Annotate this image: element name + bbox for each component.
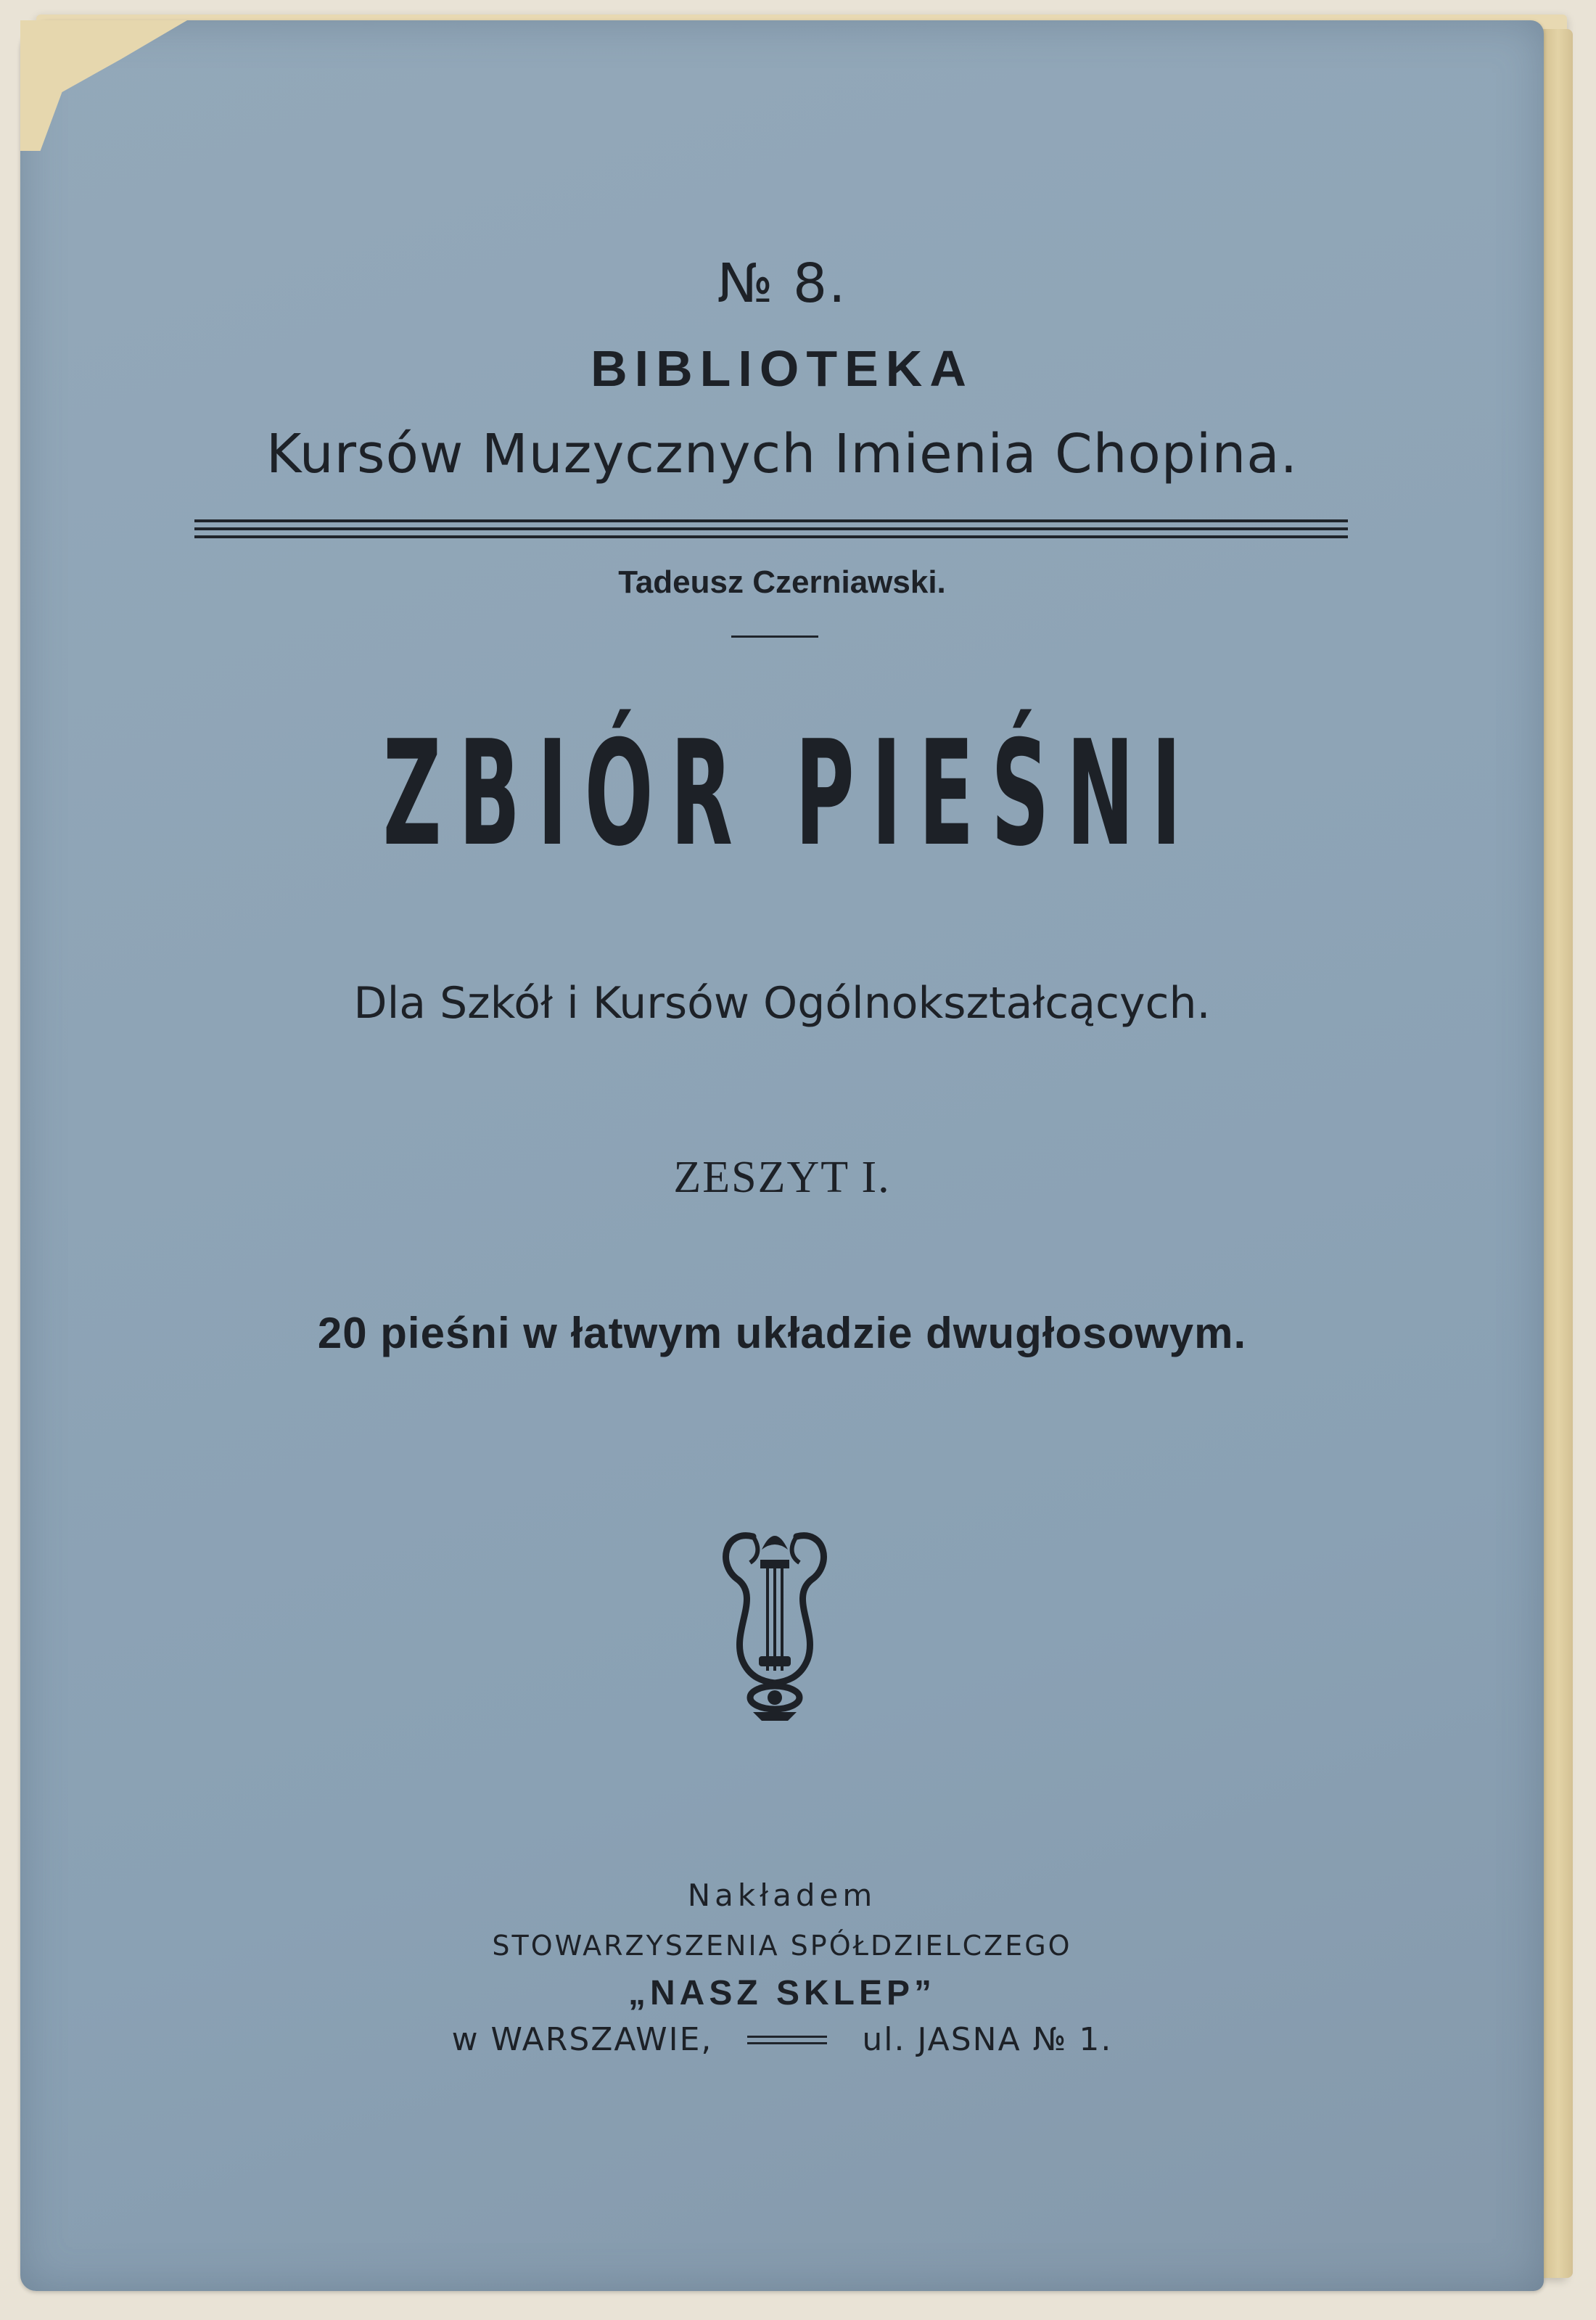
volume-label: ZESZYT I. xyxy=(673,1153,891,1202)
publisher-shop: „NASZ SKLEP” xyxy=(628,1974,937,2012)
main-title: ZBIÓR PIEŚNI xyxy=(382,709,1198,879)
booklet-cover xyxy=(20,20,1544,2291)
series-subtitle: Kursów Muzycznych Imienia Chopina. xyxy=(266,423,1299,485)
author-name: Tadeusz Czerniawski. xyxy=(618,564,946,600)
publisher-name: STOWARZYSZENIA SPÓŁDZIELCZEGO xyxy=(492,1930,1072,1962)
publisher-label: Nakładem xyxy=(687,1877,877,1913)
publisher-address xyxy=(20,2021,1544,2058)
short-divider xyxy=(731,635,818,638)
publisher-street: ul. JASNA № 1. xyxy=(862,2021,1113,2058)
series-title: BIBLIOTEKA xyxy=(591,340,974,397)
subtitle: Dla Szkół i Kursów Ogólnokształcących. xyxy=(353,978,1211,1029)
lyre-icon xyxy=(709,1515,840,1725)
description: 20 pieśni w łatwym układzie dwugłosowym. xyxy=(317,1309,1247,1357)
publisher-city: w WARSZAWIE, xyxy=(451,2021,713,2058)
triple-rule xyxy=(194,519,1348,541)
issue-number: № 8. xyxy=(717,252,847,315)
address-divider xyxy=(747,2036,827,2044)
